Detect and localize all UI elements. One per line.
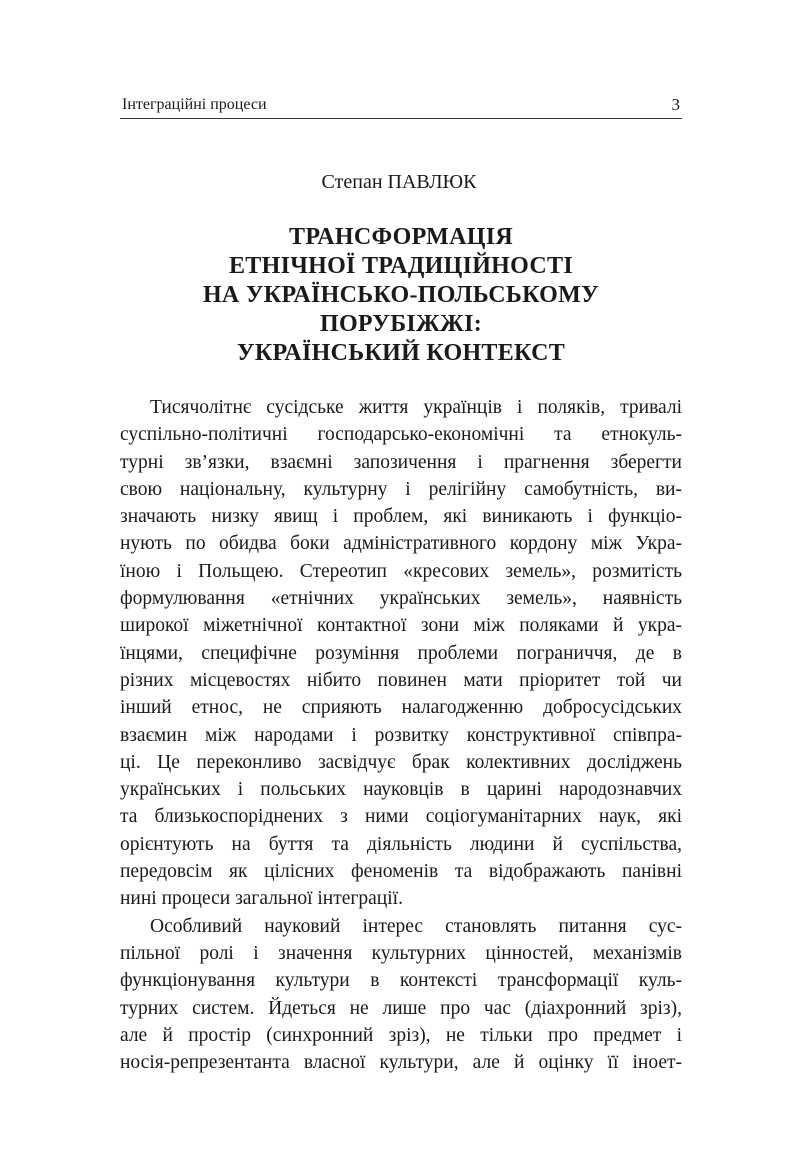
text-line: ці. Це переконливо засвідчує брак колективних досліджень: [120, 751, 682, 773]
running-header: [120, 94, 682, 119]
text-line: турних систем. Йдеться не лише про час (діахронний зріз),: [120, 997, 682, 1019]
text-line: орієнтують на буття та діяльність людини й суспільства,: [120, 833, 682, 855]
text-line: турні зв’язки, взаємні запозичення і прагнення зберегти: [120, 451, 682, 473]
article-title-line: ЕТНІЧНОЇ ТРАДИЦІЙНОСТІ: [228, 253, 573, 279]
text-line: але й простір (синхронний зріз), не тільки про предмет і: [120, 1024, 682, 1046]
text-line: носія-репрезентанта власної культури, але й оцінку її іноет-: [120, 1052, 682, 1074]
running-title: Інтеграційні процеси: [122, 96, 267, 113]
article-title-line: УКРАЇНСЬКИЙ КОНТЕКСТ: [236, 340, 566, 366]
text-line: передовсім як цілісних феноменів та відображають панівні: [120, 861, 682, 883]
body-text: [120, 394, 682, 1076]
text-line: нують по обидва боки адміністративного кордону між Укра-: [120, 533, 682, 555]
paragraph-2: [120, 913, 682, 1077]
text-line: взаємин між народами і розвитку конструктивної співпра-: [120, 724, 682, 746]
page-number: 3: [671, 95, 680, 114]
text-line: Особливий науковий інтерес становлять питання сус-: [150, 915, 682, 937]
author-name: Степан ПАВЛЮК: [321, 171, 477, 193]
text-line: суспільно-політичні господарсько-економічні та етнокуль-: [120, 424, 682, 446]
article-title-line: НА УКРАЇНСЬКО-ПОЛЬСЬКОМУ: [202, 282, 600, 308]
paragraph-1: [120, 394, 682, 913]
article-title-line: ПОРУБІЖЖІ:: [319, 311, 482, 337]
text-line: та близькоспоріднених з ними соціогуманітарних наук, які: [120, 806, 682, 828]
text-line: Тисячолітнє сусідське життя українців і поляків, тривалі: [150, 397, 682, 418]
text-line: різних місцевостях нібито повинен мати пріоритет той чи: [120, 669, 682, 691]
text-line: значають низку явищ і проблем, які виникають і функціо-: [120, 506, 682, 528]
text-line: українських і польських науковців в царині народознавчих: [120, 779, 682, 801]
article-title: [120, 223, 682, 368]
text-line: їнцями, специфічне розуміння проблеми пограниччя, де в: [120, 642, 682, 664]
text-line: широкої міжетнічної контактної зони між поляками й укра-: [120, 615, 682, 637]
text-line: пільної ролі і значення культурних цінностей, механізмів: [120, 942, 682, 964]
article-title-line: ТРАНСФОРМАЦІЯ: [289, 224, 513, 250]
text-line: формулювання «етнічних українських земель», наявність: [120, 588, 682, 610]
text-line: свою національну, культурну і релігійну самобутність, ви-: [120, 478, 682, 500]
text-line: функціонування культури в контексті трансформації куль-: [120, 970, 682, 992]
text-line: нині процеси загальної інтеграції.: [120, 888, 403, 910]
text-line: їною і Польщею. Стереотип «кресових земель», розмитість: [120, 560, 682, 582]
text-line: інший етнос, не сприяють налагодженню добросусідських: [120, 697, 682, 719]
